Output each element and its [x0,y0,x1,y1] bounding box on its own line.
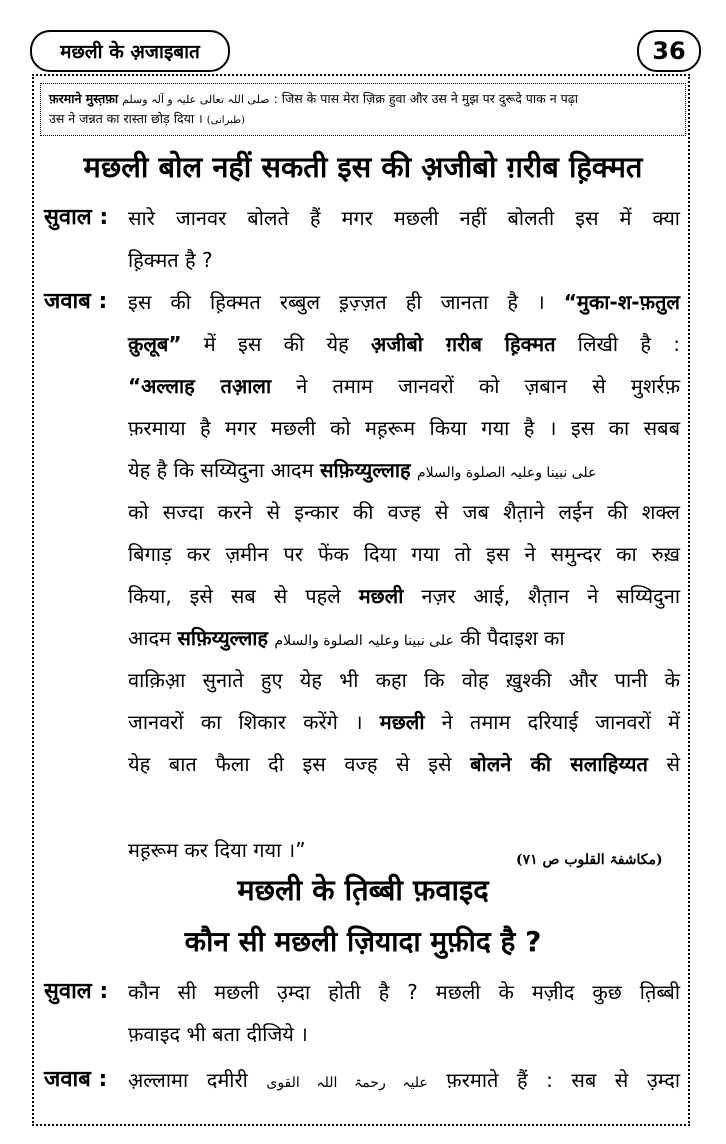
answer-line-2: क़ुलूब” में इस की येह अ़जीबो ग़रीब ह़िक्मत लिखी है : [128,332,680,356]
question-label-2: सुवाल : [44,979,109,1004]
answer-label: जवाब : [44,289,108,314]
book-title: मछली के अ़जाइबात [60,41,200,63]
hadith-box [40,83,686,136]
answer-line-10: वाक़िआ़ सुनाते हुए येह भी कहा कि वोह ख़ुश्की और पानी के [128,668,680,692]
hadith-line-1 [49,89,677,109]
page-number: 36 [652,37,686,65]
question2-line-2: फ़वाइद भी बता दीजिये । [128,1022,308,1046]
answer-line-13: मह़रूम कर दिया गया ।” [128,838,306,862]
hadith-text-2: उस ने जन्नत का रास्ता छोड़ दिया । [49,111,203,126]
answer-label-2: जवाब : [44,1067,108,1092]
answer-line-8: किया, इसे सब से पहले मछली नज़र आई, शैत़ान ने सय्यिदुना [128,584,680,608]
answer-line-3: “अल्लाह तआ़ला ने तमाम जानवरों को ज़बान से मुशर्रफ़ [128,374,680,398]
book-title-tab [30,30,230,72]
answer-line-7: बिगाड़ कर ज़मीन पर फेंक दिया गया तो इस ने समुन्दर का रुख़ [128,542,680,566]
hadith-line-2 [49,109,677,130]
section-heading-2: मछली के त़िब्बी फ़वाइद [237,873,489,907]
answer-line-5: येह है कि सय्यिदुना आदम सफ़िय्युल्लाह علی نبینا وعلیہ الصلوة والسلام [128,458,597,482]
section-subheading-2: कौन सी मछली ज़ियादा मुफ़ीद है ? [184,925,542,958]
answer-line-12: येह बात फैला दी इस वज्ह से इसे बोलने की सलाहिय्यत से [128,752,681,776]
answer-line-1: इस की ह़िक्मत रब्बुल इ़ज़्ज़त ही जानता है । “मुका-श-फ़तुल [128,290,680,314]
answer-line-9: आदम सफ़िय्युल्लाह علی نبینا وعلیہ الصلوة والسلام की पैदाइश का [128,626,565,650]
question-line-2: ह़िक्मत है ? [128,248,213,272]
answer-line-6: को सज्दा करने से इन्कार की वज्ह से जब शैत़ाने लईन की शक्ल [128,500,680,524]
page-number-badge [637,30,701,72]
answer2-line-1: अ़ल्लामा दमीरी علیہ رحمۃ اللہ القوی फ़रमाते हैं : सब से उ़म्दा [128,1068,681,1092]
question-line-1: सारे जानवर बोलते हैं मगर मछली नहीं बोलती इस में क्या [128,206,680,230]
question-label: सुवाल : [44,205,109,230]
hadith-text-1: : जिस के पास मेरा ज़िक्र हुवा और उस ने मुझ पर दुरूदे पाक न पढ़ा [273,91,579,106]
hadith-prefix: फ़रमाने मुस्त़फ़ा [49,91,119,106]
hadith-salutation: صلی اللہ تعالی علیہ و آلہ وسلم [122,93,270,106]
answer-line-4: फ़रमाया है मगर मछली को मह़रूम किया गया है । इस का सबब [128,416,680,440]
question2-line-1: कौन सी मछली उ़म्दा होती है ? मछली के मज़ीद कुछ त़िब्बी [128,980,680,1004]
reference-citation: (مکاشفۃ القلوب ص ۷۱) [516,852,663,868]
answer-line-11: जानवरों का शिकार करेंगे । मछली ने तमाम दरियाई जानवरों में [128,710,681,734]
hadith-source: (طبرانی) [206,115,245,126]
section-heading-1: मछली बोल नहीं सकती इस की अ़जीबो ग़रीब ह़िक्मत [83,150,643,184]
